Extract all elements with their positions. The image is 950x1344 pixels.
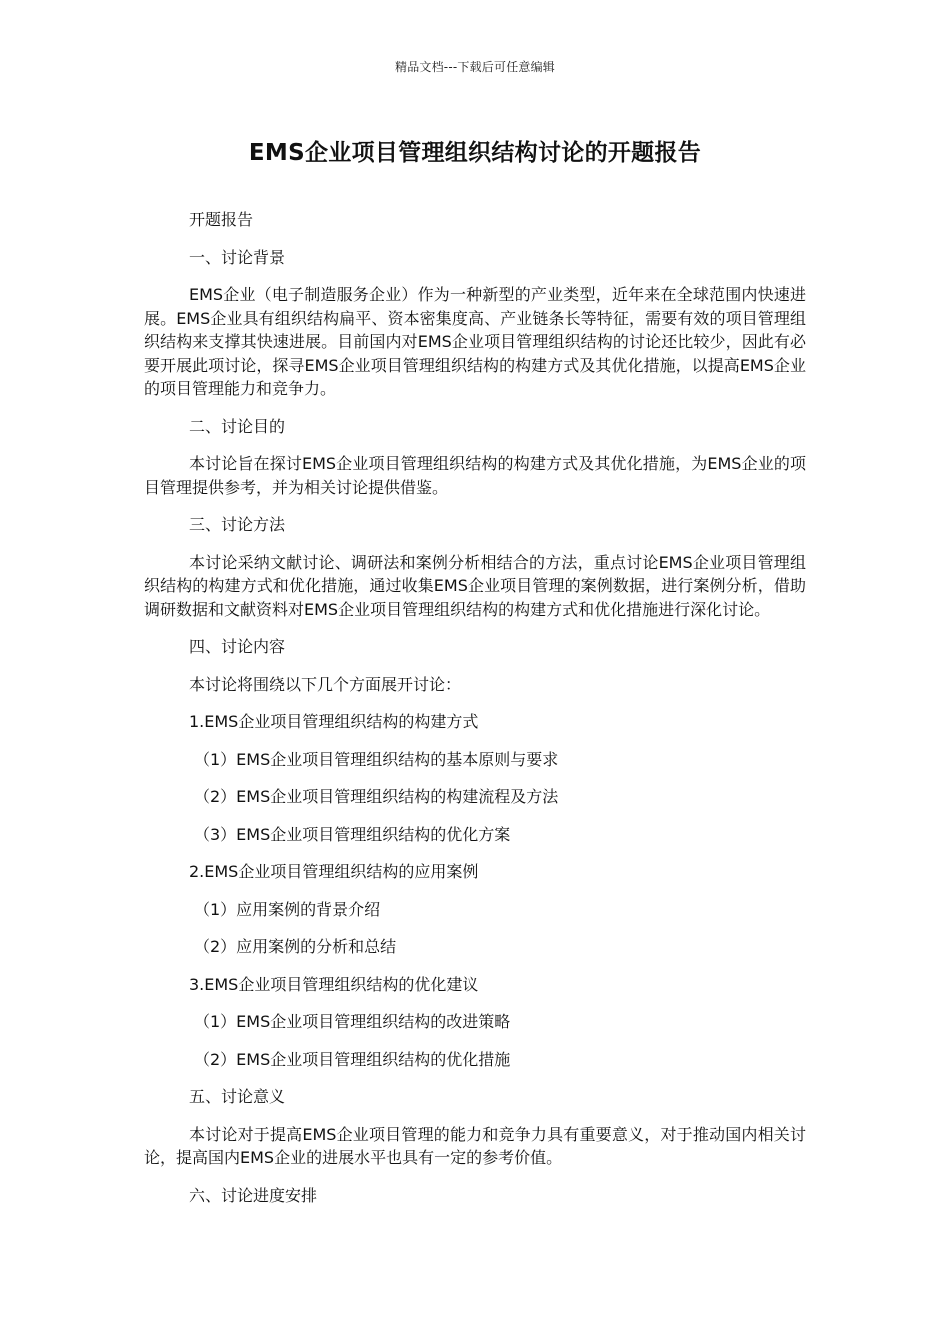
- section-heading-purpose: 二、讨论目的: [189, 416, 286, 436]
- content-subitem-1-2: （2）EMS企业项目管理组织结构的构建流程及方法: [194, 787, 559, 806]
- content-item-3: 3.EMS企业项目管理组织结构的优化建议: [189, 974, 479, 994]
- header-note: 精品文档---下载后可任意编辑: [395, 60, 555, 74]
- content-subitem-1-3: （3）EMS企业项目管理组织结构的优化方案: [194, 824, 511, 844]
- content-subitem-1-1: （1）EMS企业项目管理组织结构的基本原则与要求: [194, 749, 559, 769]
- page-title: EMS企业项目管理组织结构讨论的开题报告: [248, 140, 702, 166]
- content-subitem-3-2: （2）EMS企业项目管理组织结构的优化措施: [194, 1049, 511, 1069]
- report-label: 开题报告: [189, 210, 254, 229]
- section-heading-schedule: 六、讨论进度安排: [189, 1185, 318, 1205]
- section-heading-content: 四、讨论内容: [189, 637, 286, 656]
- document-body: [144, 208, 806, 1221]
- section-content-intro: 本讨论将围绕以下几个方面展开讨论：: [189, 674, 462, 694]
- content-subitem-3-1: （1）EMS企业项目管理组织结构的改进策略: [194, 1012, 511, 1031]
- content-item-1: 1.EMS企业项目管理组织结构的构建方式: [189, 712, 479, 731]
- section-paragraph-significance: 本讨论对于提高EMS企业项目管理的能力和竞争力具有重要意义，对于推动国内相关讨论，提高国内EMS企业的进展水平也具有一定的参考价值。: [144, 1124, 806, 1167]
- section-paragraph-method: 本讨论采纳文献讨论、调研法和案例分析相结合的方法，重点讨论EMS企业项目管理组织结构的构建方式和优化措施，通过收集EMS企业项目管理的案例数据，进行案例分析，借助调研数据和文献资料对EMS企业项目管理组织结构的构建方式和优化措施进行深化讨论。: [144, 552, 806, 619]
- content-subitem-2-1: （1）应用案例的背景介绍: [194, 899, 381, 919]
- section-heading-method: 三、讨论方法: [189, 515, 286, 534]
- content-item-2: 2.EMS企业项目管理组织结构的应用案例: [189, 862, 479, 881]
- section-paragraph-background: EMS企业（电子制造服务企业）作为一种新型的产业类型，近年来在全球范围内快速进展。EMS企业具有组织结构扁平、资本密集度高、产业链条长等特征，需要有效的项目管理组织结构来支撑其快速进展。目前国内对EMS企业项目管理组织结构的讨论还比较少，因此有必要开展此项讨论，探寻EMS企业项目管理组织结构的构建方式及其优化措施，以提高EMS企业的项目管理能力和竞争力。: [144, 285, 806, 398]
- section-paragraph-purpose: 本讨论旨在探讨EMS企业项目管理组织结构的构建方式及其优化措施，为EMS企业的项目管理提供参考，并为相关讨论提供借鉴。: [144, 454, 806, 497]
- section-heading-significance: 五、讨论意义: [189, 1087, 286, 1106]
- content-subitem-2-2: （2）应用案例的分析和总结: [194, 937, 397, 956]
- section-heading-background: 一、讨论背景: [189, 247, 286, 267]
